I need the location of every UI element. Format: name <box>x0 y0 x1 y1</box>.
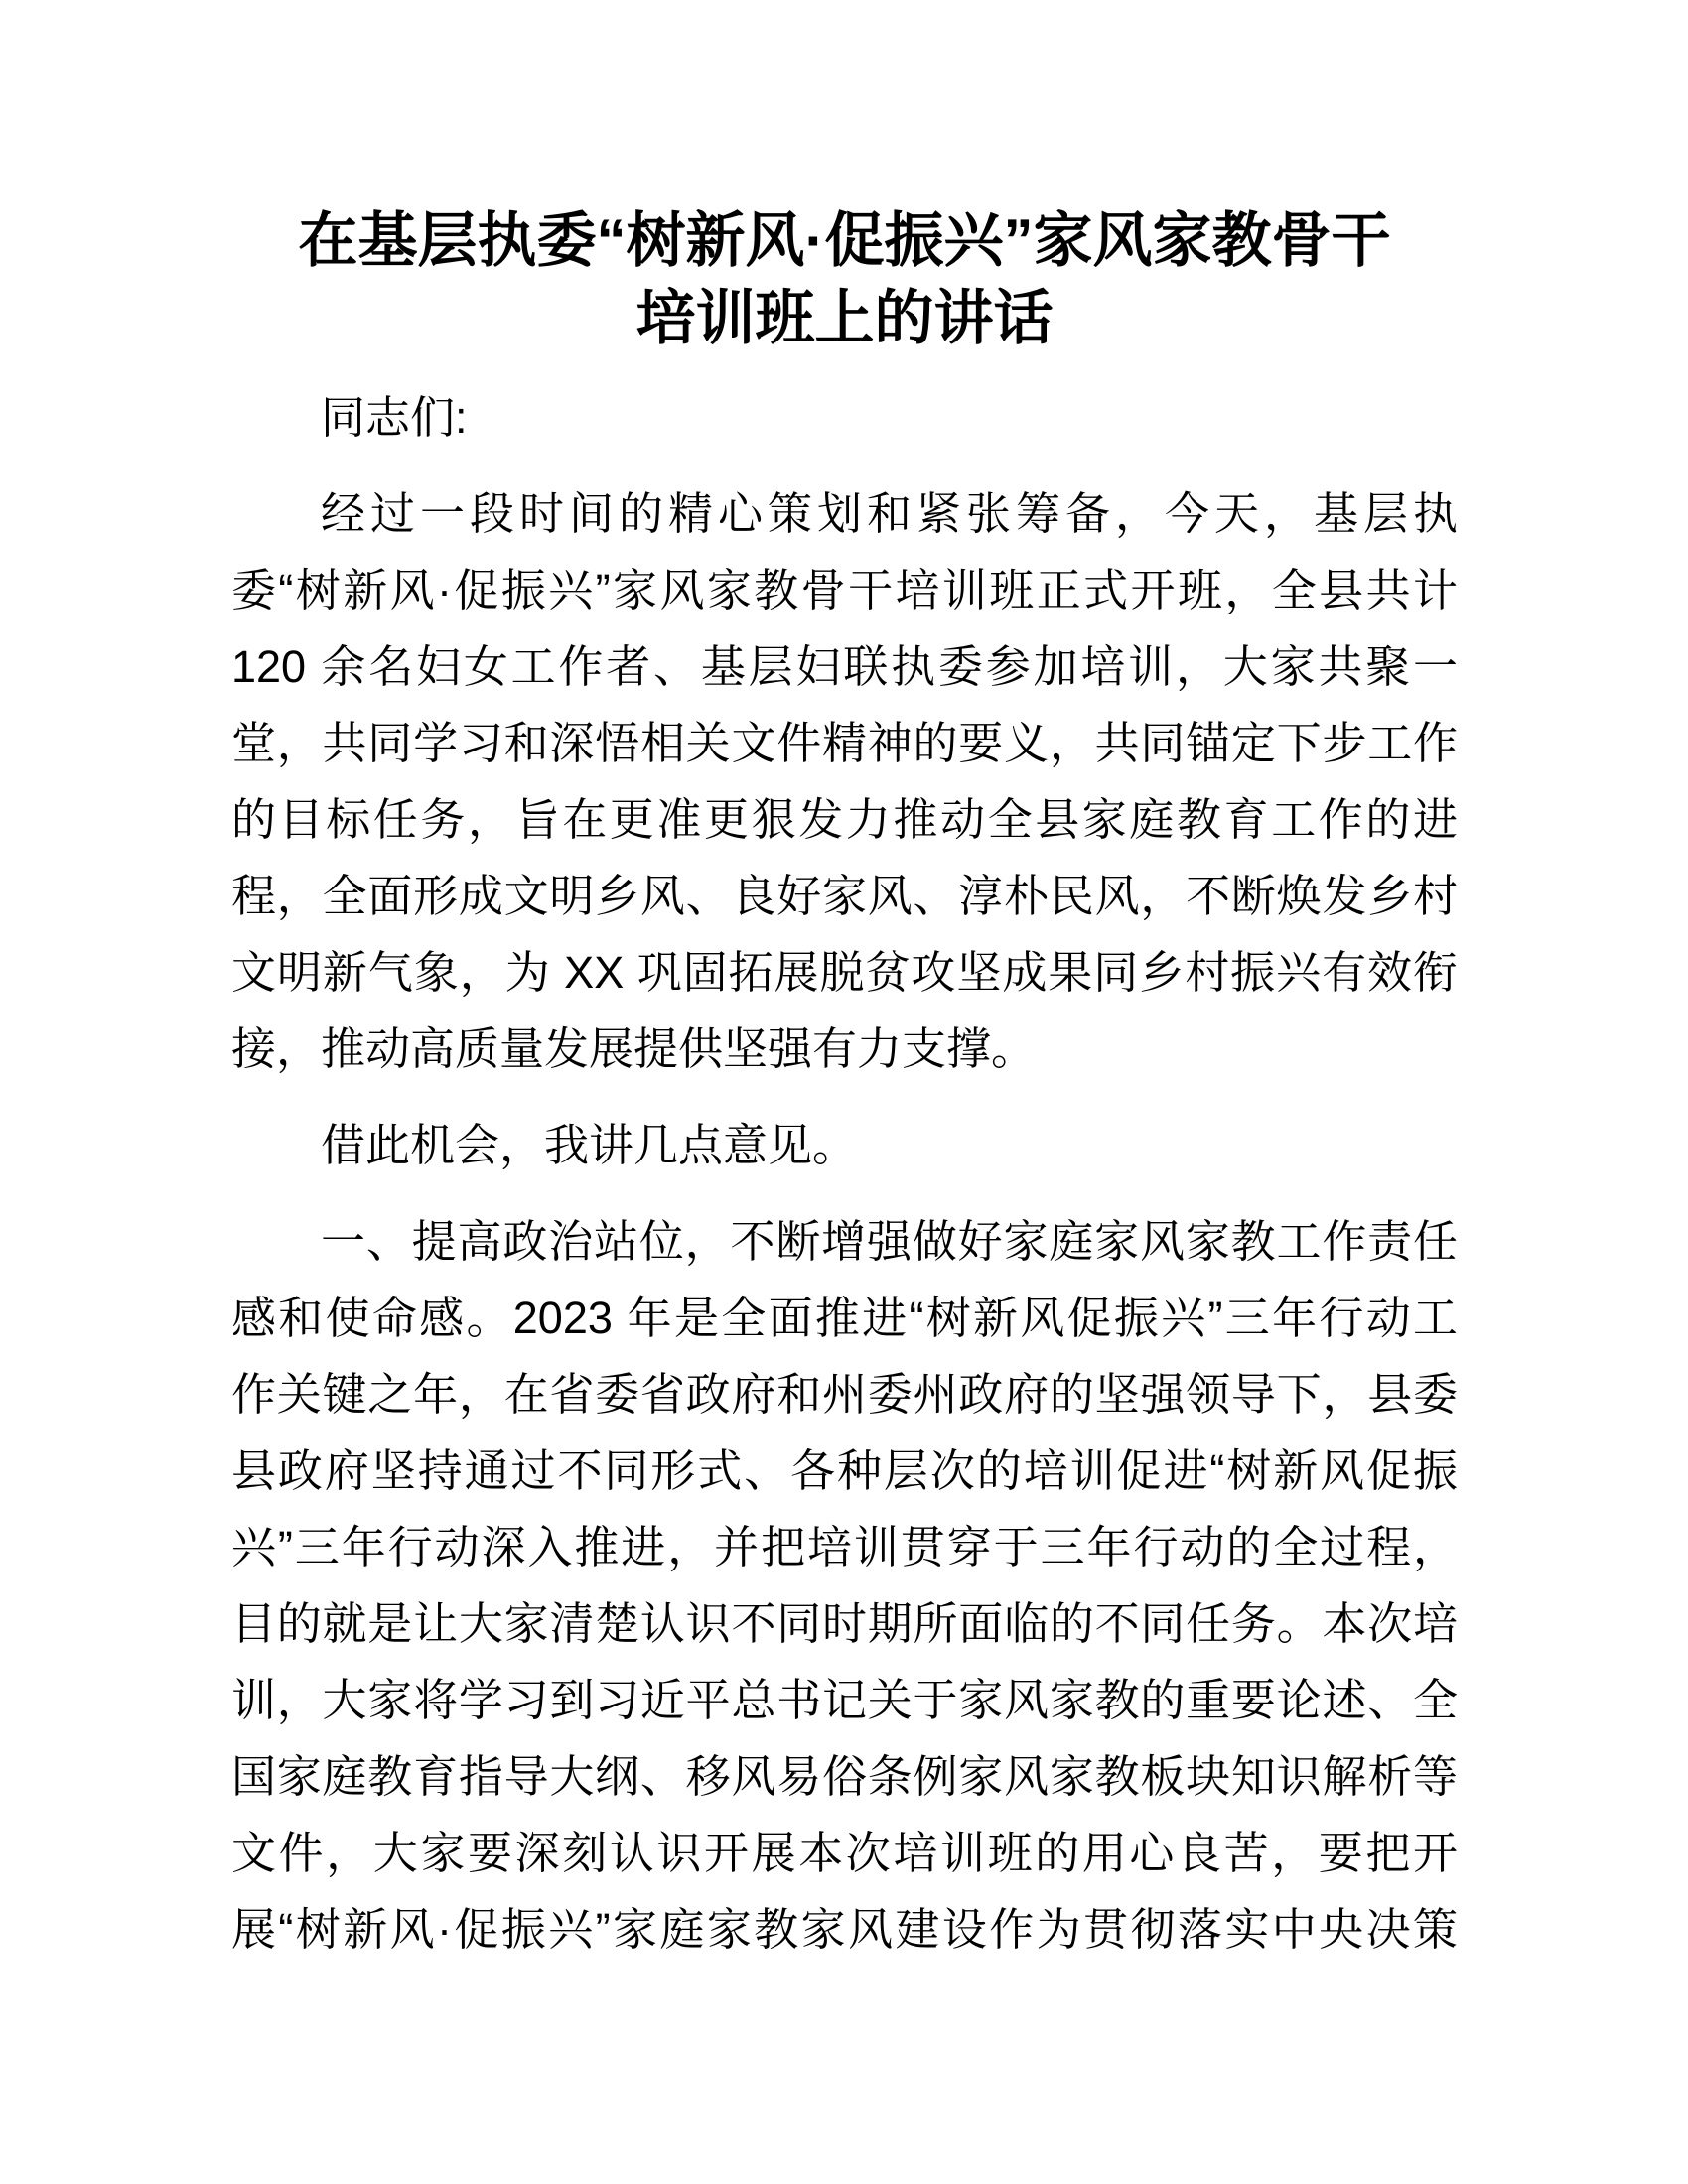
text-line: 展“树新风·促振兴”家庭家教家风建设作为贯彻落实中央决策 <box>231 1904 1458 1955</box>
text-line: 经过一段时间的精心策划和紧张筹备，今天，基层执 <box>321 488 1458 539</box>
document-title-line-1: 在基层执委“树新风·促振兴”家风家教骨干 <box>298 207 1391 274</box>
text-line: 县政府坚持通过不同形式、各种层次的培训促进“树新风促振 <box>231 1445 1458 1496</box>
text-line: 堂，共同学习和深悟相关文件精神的要义，共同锚定下步工作 <box>231 718 1458 768</box>
text-line: 程，全面形成文明乡风、良好家风、淳朴民风，不断焕发乡村 <box>231 871 1458 921</box>
paragraph-transition <box>231 1107 1458 1183</box>
text-line: 接，推动高质量发展提供坚强有力支撑。 <box>231 1024 1037 1074</box>
text-line: 的目标任务，旨在更准更狠发力推动全县家庭教育工作的进 <box>231 794 1458 845</box>
text-line: 委“树新风·促振兴”家风家教骨干培训班正式开班，全县共计 <box>231 565 1458 615</box>
text-line: 国家庭教育指导大纲、移风易俗条例家风家教板块知识解析等 <box>231 1751 1458 1802</box>
text-line: 目的就是让大家清楚认识不同时期所面临的不同任务。本次培 <box>231 1598 1458 1649</box>
text-line: 训，大家将学习到习近平总书记关于家风家教的重要论述、全 <box>231 1675 1458 1725</box>
paragraph-point-one <box>231 1203 1458 1968</box>
text-line: 兴”三年行动深入推进，并把培训贯穿于三年行动的全过程， <box>231 1522 1458 1572</box>
text-line: 借此机会，我讲几点意见。 <box>321 1120 858 1170</box>
text-line: 一、提高政治站位，不断增强做好家庭家风家教工作责任 <box>321 1216 1458 1267</box>
text-line: 作关键之年，在省委省政府和州委州政府的坚强领导下，县委 <box>231 1369 1458 1420</box>
text-line: 文件，大家要深刻认识开展本次培训班的用心良苦，要把开 <box>231 1828 1458 1878</box>
paragraph-opening <box>231 476 1458 1087</box>
document-body <box>231 379 1458 1968</box>
document-title-line-2: 培训班上的讲话 <box>635 285 1054 351</box>
text-line: 同志们: <box>321 392 468 443</box>
text-line: 感和使命感。2023 年是全面推进“树新风促振兴”三年行动工 <box>231 1293 1458 1343</box>
document-title <box>231 203 1458 357</box>
text-line: 120 余名妇女工作者、基层妇联执委参加培训，大家共聚一 <box>231 641 1458 692</box>
text-line: 文明新气象，为 XX 巩固拓展脱贫攻坚成果同乡村振兴有效衔 <box>231 947 1458 998</box>
salutation <box>231 379 1458 456</box>
